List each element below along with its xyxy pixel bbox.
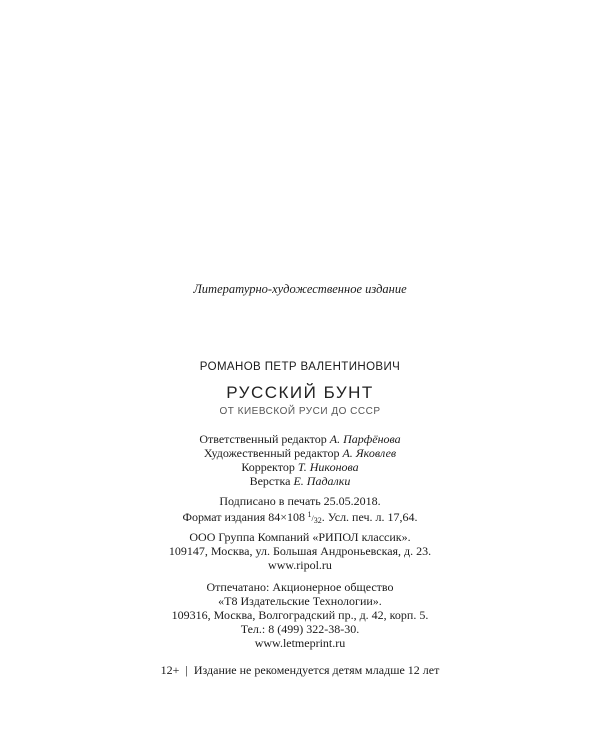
age-rating-text: Издание не рекомендуется детям младше 12 лет — [193, 663, 440, 677]
credit-name: Е. Падалки — [293, 474, 351, 488]
credit-name: А. Яковлев — [342, 446, 397, 460]
format-denominator: 32 — [313, 516, 322, 525]
credit-line — [0, 460, 600, 474]
credit-role: Верстка — [249, 474, 291, 488]
genre-label: Литературно-художественное издание — [193, 282, 407, 296]
age-rating-mark: 12+ — [160, 663, 180, 677]
credit-line — [0, 432, 600, 446]
credit-line — [0, 446, 600, 460]
publisher-address: 109147, Москва, ул. Большая Андроньевская, д. 23. — [168, 544, 432, 558]
age-rating — [0, 663, 600, 678]
age-rating-separator: | — [185, 663, 188, 677]
format-fraction — [307, 510, 322, 525]
format-prefix: Формат издания 84×108 — [182, 510, 306, 524]
format-suffix: . Усл. печ. л. 17,64. — [321, 510, 418, 524]
printer-name: «Т8 Издательские Технологии». — [218, 594, 382, 608]
printer-line: Отпечатано: Акционерное общество — [206, 580, 394, 594]
credit-role: Ответственный редактор — [199, 432, 327, 446]
credit-name: А. Парфёнова — [329, 432, 401, 446]
printer-block — [0, 580, 600, 650]
credit-role: Художественный редактор — [203, 446, 340, 460]
printer-phone: Тел.: 8 (499) 322-38-30. — [240, 622, 360, 636]
book-subtitle: ОТ КИЕВСКОЙ РУСИ ДО СССР — [219, 406, 381, 417]
signed-line: Подписано в печать 25.05.2018. — [219, 494, 381, 508]
printer-website: www.letmeprint.ru — [254, 636, 346, 650]
print-info-block — [0, 494, 600, 528]
format-slash: / — [311, 514, 314, 523]
publisher-website: www.ripol.ru — [268, 558, 332, 572]
author-name: РОМАНОВ ПЕТР ВАЛЕНТИНОВИЧ — [199, 361, 401, 373]
credit-name: Т. Никонова — [297, 460, 359, 474]
publisher-name: ООО Группа Компаний «РИПОЛ классик». — [189, 530, 411, 544]
format-numerator: 1 — [307, 510, 312, 519]
credit-line — [0, 474, 600, 488]
book-title: РУССКИЙ БУНТ — [226, 383, 374, 402]
printer-address: 109316, Москва, Волгоградский пр., д. 42, корп. 5. — [171, 608, 429, 622]
publisher-block — [0, 530, 600, 572]
format-line — [0, 508, 600, 528]
credit-role: Корректор — [241, 460, 295, 474]
credits-block — [0, 432, 600, 488]
